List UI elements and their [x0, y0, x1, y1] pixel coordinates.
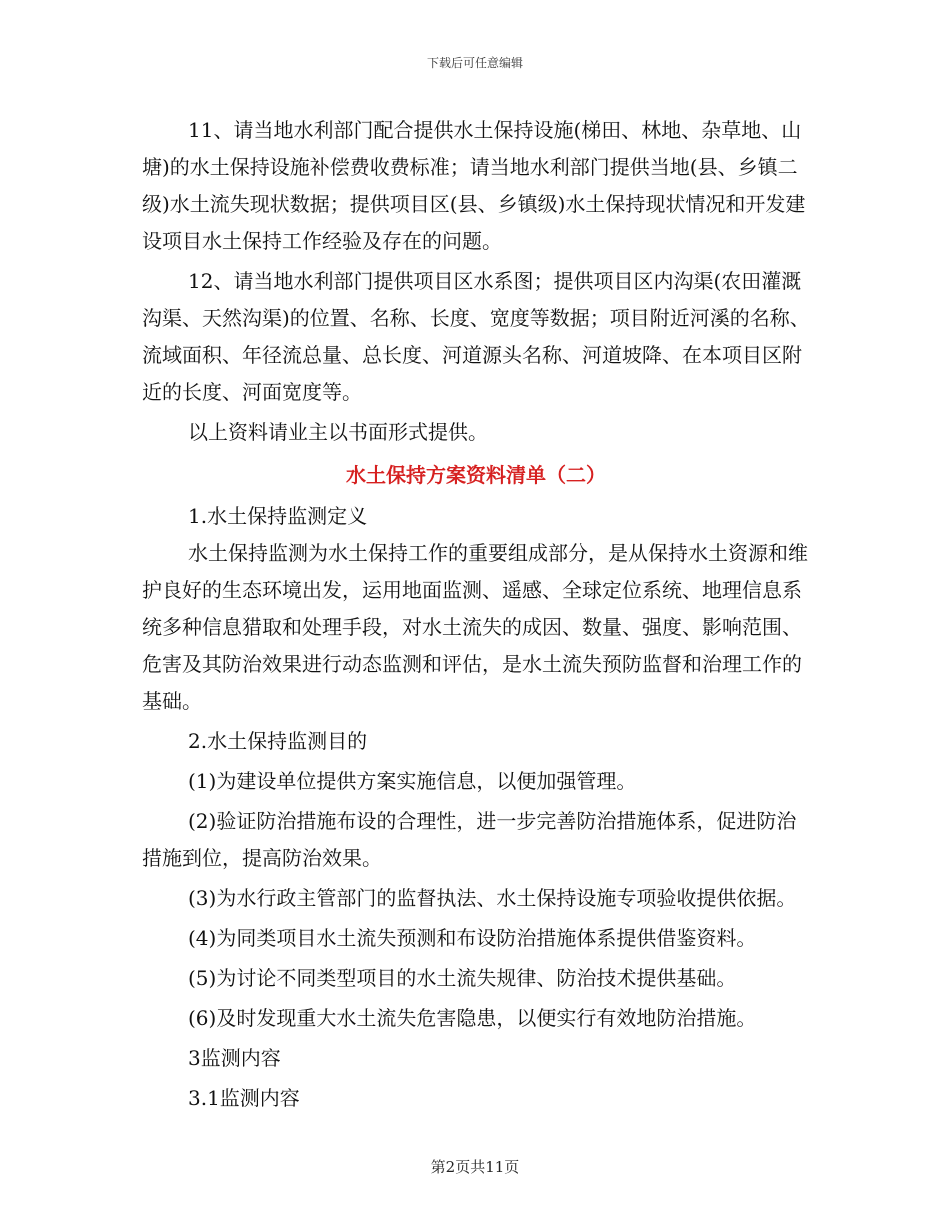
list-item-purpose: (2)验证防治措施布设的合理性，进一步完善防治措施体系，促进防治措施到位，提高防治效果。 [142, 809, 797, 870]
heading-monitoring-content-sub: 3.1监测内容 [188, 1086, 300, 1110]
page-header-note: 下载后可任意编辑 [426, 56, 523, 70]
list-item-purpose: (3)为水行政主管部门的监督执法、水土保持设施专项验收提供依据。 [188, 886, 797, 910]
heading-monitoring-content: 3监测内容 [188, 1046, 281, 1070]
list-item-purpose: (4)为同类项目水土流失预测和布设防治措施体系提供借鉴资料。 [188, 926, 757, 950]
list-item-purpose: (6)及时发现重大水土流失危害隐患，以便实行有效地防治措施。 [188, 1006, 757, 1030]
section-title: 水土保持方案资料清单（二） [346, 463, 606, 487]
paragraph-definition: 水土保持监测为水土保持工作的重要组成部分，是从保持水土资源和维护良好的生态环境出发，运用地面监测、遥感、全球定位系统、地理信息系统多种信息猎取和处理手段，对水土流失的成因、数量、强度、影响范围、危害及其防治效果进行动态监测和评估，是水土流失预防监督和治理工作的基础。 [142, 541, 808, 713]
page-number: 第2页共11页 [430, 1158, 520, 1176]
paragraph-item-11: 11、请当地水利部门配合提供水土保持设施(梯田、林地、杂草地、山塘)的水土保持设施补偿费收费标准；请当地水利部门提供当地(县、乡镇二级)水土流失现状数据；提供项目区(县、乡镇级)水土保持现状情况和开发建设项目水土保持工作经验及存在的问题。 [142, 118, 806, 253]
document-body [142, 112, 810, 1117]
list-item-purpose: (5)为讨论不同类型项目的水土流失规律、防治技术提供基础。 [188, 966, 737, 990]
heading-monitoring-purpose: 2.水土保持监测目的 [188, 729, 368, 753]
heading-monitoring-definition: 1.水土保持监测定义 [188, 504, 368, 528]
paragraph-item-12: 12、请当地水利部门提供项目区水系图；提供项目区内沟渠(农田灌溉沟渠、天然沟渠)的位置、名称、长度、宽度等数据；项目附近河溪的名称、流域面积、年径流总量、总长度、河道源头名称、河道坡降、在本项目区附近的长度、河面宽度等。 [142, 269, 810, 404]
list-item-purpose: (1)为建设单位提供方案实施信息，以便加强管理。 [188, 769, 637, 793]
paragraph-note: 以上资料请业主以书面形式提供。 [188, 420, 488, 444]
